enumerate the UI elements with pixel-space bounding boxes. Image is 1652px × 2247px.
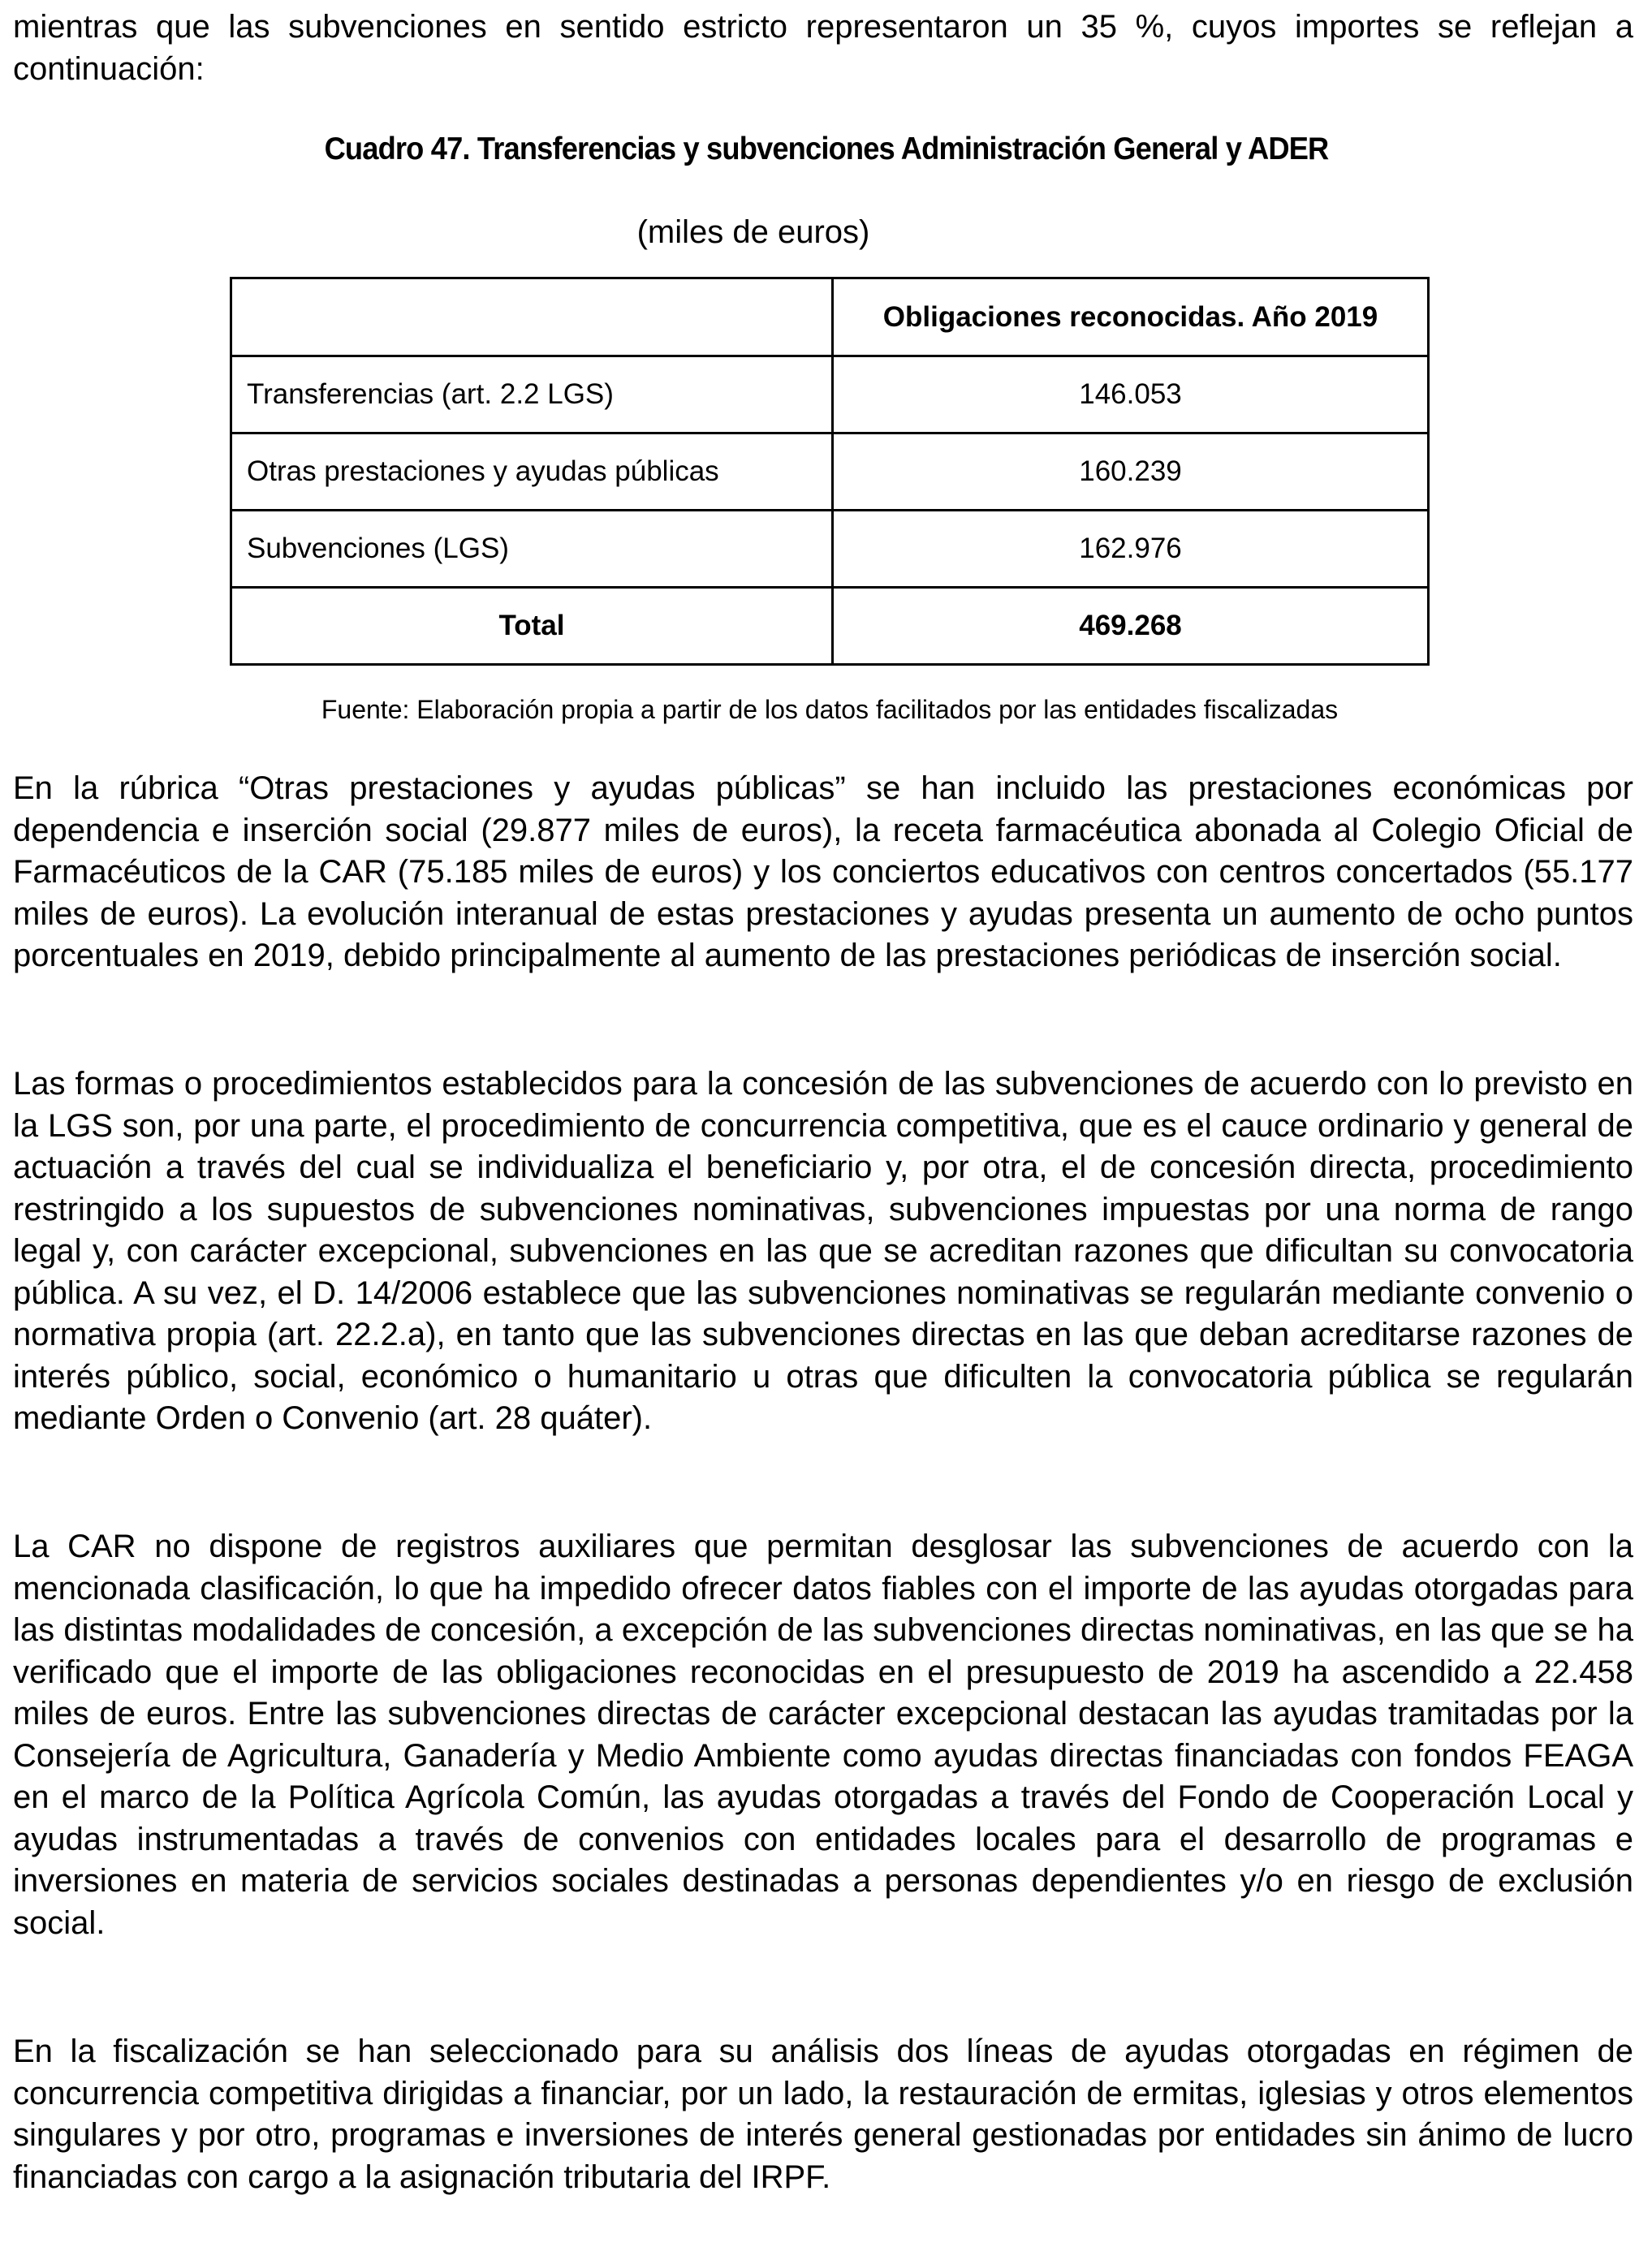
table-unit: (miles de euros): [636, 214, 870, 250]
intro-paragraph: mientras que las subvenciones en sentido estricto representaron un 35 %, cuyos importes se reflejan a continuación:: [13, 9, 1633, 87]
document-page: [13, 0, 1633, 2195]
transfers-table: [230, 277, 1430, 666]
body-paragraph-2-block: [13, 1063, 1633, 1440]
table-header-empty-cell: [231, 278, 833, 356]
body-paragraph-3-block: [13, 1526, 1633, 1944]
table-source-note: Fuente: Elaboración propia a partir de los datos facilitados por las entidades fiscalizadas: [321, 695, 1339, 724]
row-value: 146.053: [833, 356, 1429, 433]
row-value: 162.976: [833, 511, 1429, 588]
body-paragraph: La CAR no dispone de registros auxiliares que permitan desglosar las subvenciones de acuerdo con la mencionada clasificación, lo que ha impedido ofrecer datos fiables con el importe de las ayudas otorgadas para las distintas modalidades de concesión, a excepción de las subvenciones directas nominativas, en las que se ha verificado que el importe de las obligaciones reconocidas en el presupuesto de 2019 ha ascendido a 22.458 miles de euros. Entre las subvenciones directas de carácter excepcional destacan las ayudas tramitadas por la Consejería de Agricultura, Ganadería y Medio Ambiente como ayudas directas financiadas con fondos FEAGA en el marco de la Política Agrícola Común, las ayudas otorgadas a través del Fondo de Cooperación Local y ayudas instrumentadas a través de convenios con entidades locales para el desarrollo de programas e inversiones en materia de servicios sociales destinadas a personas dependientes y/o en riesgo de exclusión social.: [13, 1529, 1633, 1941]
row-label: Subvenciones (LGS): [231, 511, 833, 588]
total-label: Total: [231, 588, 833, 665]
table-title: Cuadro 47. Transferencias y subvenciones Administración General y ADER: [324, 132, 1329, 166]
row-value: 160.239: [833, 433, 1429, 511]
table-row: [231, 356, 1429, 433]
row-label: Transferencias (art. 2.2 LGS): [231, 356, 833, 433]
body-paragraph: En la fiscalización se han seleccionado para su análisis dos líneas de ayudas otorgadas en régimen de concurrencia competitiva dirigidas a financiar, por un lado, la restauración de ermitas, iglesias y otros elementos singulares y por otro, programas e inversiones de interés general gestionadas por entidades sin ánimo de lucro financiadas con cargo a la asignación tributaria del IRPF.: [13, 2034, 1633, 2195]
table-row: [231, 433, 1429, 511]
table-row: [231, 511, 1429, 588]
table-total-row: [231, 588, 1429, 665]
body-paragraph-4-block: [13, 2031, 1633, 2198]
body-paragraph-1-block: [13, 768, 1633, 977]
body-paragraph: Las formas o procedimientos establecidos para la concesión de las subvenciones de acuerdo con lo previsto en la LGS son, por una parte, el procedimiento de concurrencia competitiva, que es el cauce ordinario y general de actuación a través del cual se individualiza el beneficiario y, por otra, el de concesión directa, procedimiento restringido a los supuestos de subvenciones nominativas, subvenciones impuestas por una norma de rango legal y, con carácter excepcional, subvenciones en las que se acreditan razones que dificultan su convocatoria pública. A su vez, el D. 14/2006 establece que las subvenciones nominativas se regularán mediante convenio o normativa propia (art. 22.2.a), en tanto que las subvenciones directas en las que deban acreditarse razones de interés público, social, económico o humanitario u otras que dificulten la convocatoria pública se regularán mediante Orden o Convenio (art. 28 quáter).: [13, 1066, 1633, 1436]
table-header-obligations: Obligaciones reconocidas. Año 2019: [833, 278, 1429, 356]
total-value: 469.268: [833, 588, 1429, 665]
table-header-row: [231, 278, 1429, 356]
row-label: Otras prestaciones y ayudas públicas: [231, 433, 833, 511]
body-paragraph: En la rúbrica “Otras prestaciones y ayudas públicas” se han incluido las prestaciones económicas por dependencia e inserción social (29.877 miles de euros), la receta farmacéutica abonada al Colegio Oficial de Farmacéuticos de la CAR (75.185 miles de euros) y los conciertos educativos con centros concertados (55.177 miles de euros). La evolución interanual de estas prestaciones y ayudas presenta un aumento de ocho puntos porcentuales en 2019, debido principalmente al aumento de las prestaciones periódicas de inserción social.: [13, 770, 1633, 973]
